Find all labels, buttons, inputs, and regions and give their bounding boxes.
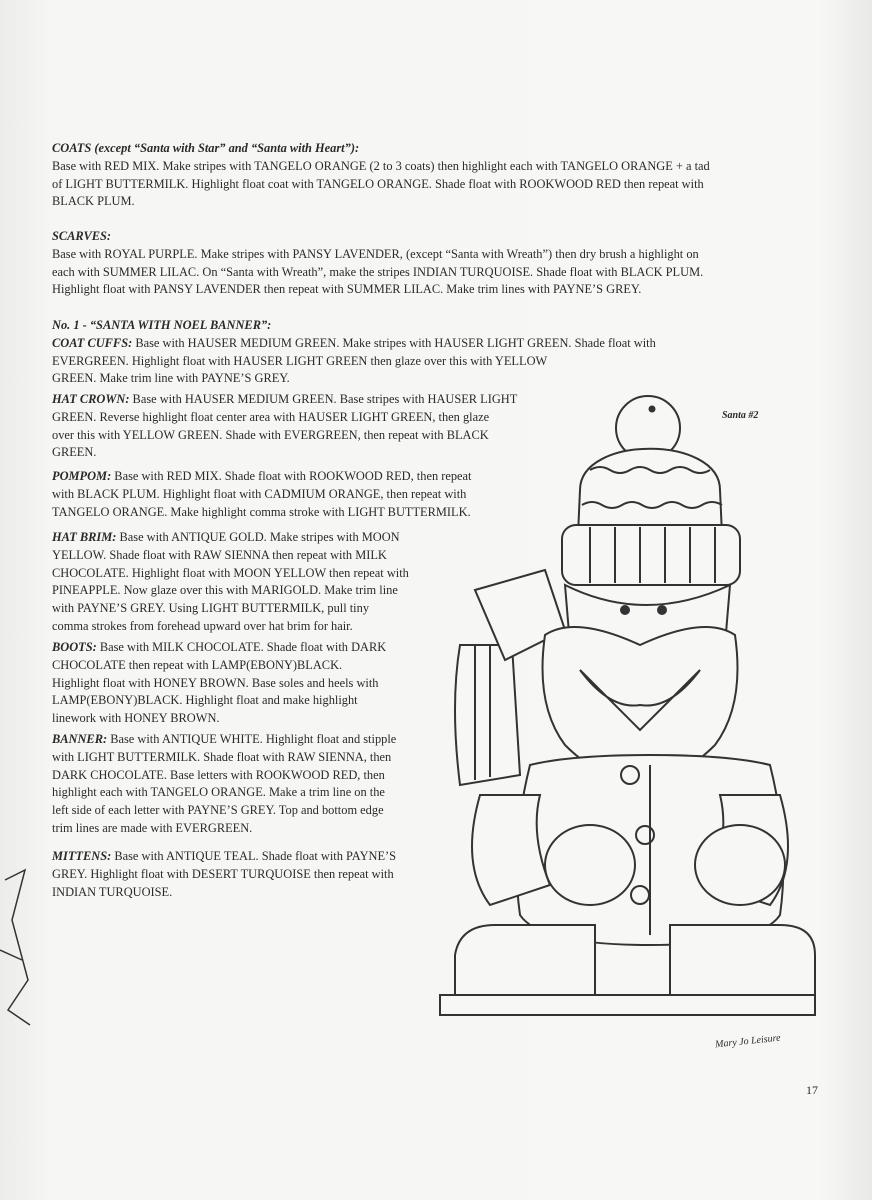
paragraph-label: COAT CUFFS: xyxy=(52,335,133,350)
page-number: 17 xyxy=(806,1083,818,1097)
instruction-section xyxy=(52,529,409,636)
line-text: with LIGHT BUTTERMILK. Shade float with RAW SIENNA, then xyxy=(52,749,392,764)
text-line xyxy=(52,353,656,371)
line-text: Base with HAUSER MEDIUM GREEN. Make stripes with HAUSER LIGHT GREEN. Shade float with xyxy=(132,335,656,350)
paragraph-label: POMPOM: xyxy=(52,469,112,483)
line-text: Base with ROYAL PURPLE. Make stripes with PANSY LAVENDER, (except “Santa with Wreath”) then dry brush a highlight on xyxy=(52,246,699,261)
line-text: Base with ANTIQUE WHITE. Highlight float and stipple xyxy=(107,732,397,746)
santa-line-drawing xyxy=(430,395,830,1055)
text-line xyxy=(52,582,409,600)
line-text: Highlight float with HONEY BROWN. Base soles and heels with xyxy=(52,675,379,690)
text-line xyxy=(52,529,409,547)
text-line xyxy=(52,370,656,388)
section-heading: No. 1 - “SANTA WITH NOEL BANNER”: xyxy=(52,318,272,332)
hat-crown xyxy=(578,449,722,535)
paragraph-label: HAT BRIM: xyxy=(52,530,117,544)
line-text: left side of each letter with PAYNE’S GREY. Top and bottom edge xyxy=(52,803,384,818)
line-text: comma strokes from forehead upward over hat brim for hair. xyxy=(52,618,353,633)
text-line xyxy=(52,158,710,176)
scarf-left xyxy=(455,645,520,785)
text-line xyxy=(52,281,703,299)
text-line xyxy=(52,692,386,710)
line-text: GREEN. Make trim line with PAYNE’S GREY. xyxy=(52,371,290,386)
line-text: Base with ANTIQUE GOLD. Make stripes with MOON xyxy=(116,530,400,544)
text-line xyxy=(52,710,386,728)
text-line xyxy=(52,547,409,565)
line-text: GREEN. xyxy=(52,445,97,460)
line-text: trim lines are made with EVERGREEN. xyxy=(52,820,253,835)
line-text: GREEN. Reverse highlight float center area with HAUSER LIGHT GREEN, then glaze xyxy=(52,409,490,424)
instruction-section xyxy=(52,731,396,838)
text-line xyxy=(52,600,409,618)
line-text: PINEAPPLE. Now glaze over this with MARIGOLD. Make trim line xyxy=(52,583,398,598)
line-text: linework with HONEY BROWN. xyxy=(52,711,220,726)
line-text: CHOCOLATE then repeat with LAMP(EBONY)BLACK. xyxy=(52,657,343,672)
text-line xyxy=(52,784,396,802)
line-text: Base with MILK CHOCOLATE. Shade float with DARK xyxy=(96,640,387,654)
text-line xyxy=(52,176,710,194)
text-line xyxy=(52,820,396,838)
text-line xyxy=(52,468,472,486)
line-text: with BLACK PLUM. Highlight float with CADMIUM ORANGE, then repeat with xyxy=(52,486,467,501)
text-line xyxy=(52,657,386,675)
text-line xyxy=(52,264,703,282)
instruction-section xyxy=(52,848,396,901)
section-heading: SCARVES: xyxy=(52,229,112,243)
line-text: CHOCOLATE. Highlight float with MOON YELLOW then repeat with xyxy=(52,565,409,580)
text-line xyxy=(52,246,703,264)
text-line xyxy=(52,749,396,767)
text-line xyxy=(52,335,656,353)
hat-brim xyxy=(562,525,740,585)
mitten-left xyxy=(545,825,635,905)
text-line xyxy=(52,884,396,902)
line-text: over this with YELLOW GREEN. Shade with EVERGREEN, then repeat with BLACK xyxy=(52,427,489,442)
text-line xyxy=(52,731,396,749)
instruction-section xyxy=(52,140,710,211)
instruction-section xyxy=(52,228,703,299)
instruction-section xyxy=(52,317,656,388)
line-text: LAMP(EBONY)BLACK. Highlight float and make highlight xyxy=(52,693,358,708)
paragraph-label: BOOTS: xyxy=(52,640,97,654)
text-line xyxy=(52,802,396,820)
line-text: Base with HAUSER MEDIUM GREEN. Base stripes with HAUSER LIGHT xyxy=(129,392,518,406)
line-text: Base with ANTIQUE TEAL. Shade float with PAYNE’S xyxy=(111,849,397,863)
text-line xyxy=(52,193,710,211)
line-text: EVERGREEN. Highlight float with HAUSER LIGHT GREEN then glaze over this with YELLOW xyxy=(52,353,548,368)
instruction-section xyxy=(52,639,386,728)
text-line xyxy=(52,639,386,657)
line-text: YELLOW. Shade float with RAW SIENNA then repeat with MILK xyxy=(52,547,387,562)
mitten-right xyxy=(695,825,785,905)
line-text: INDIAN TURQUOISE. xyxy=(52,884,173,899)
line-text: with PAYNE’S GREY. Using LIGHT BUTTERMILK, pull tiny xyxy=(52,601,370,616)
line-text: BLACK PLUM. xyxy=(52,194,135,209)
text-line xyxy=(52,486,472,504)
text-line xyxy=(52,565,409,583)
line-text: TANGELO ORANGE. Make highlight comma stroke with LIGHT BUTTERMILK. xyxy=(52,504,471,519)
artist-signature: Mary Jo Leisure xyxy=(714,1032,782,1051)
line-text: highlight each with TANGELO ORANGE. Make a trim line on the xyxy=(52,785,385,800)
line-text: Highlight float with PANSY LAVENDER then repeat with SUMMER LILAC. Make trim lines with PAYNE’S GREY. xyxy=(52,282,642,297)
text-line xyxy=(52,618,409,636)
line-text: Base with RED MIX. Shade float with ROOKWOOD RED, then repeat xyxy=(111,469,472,483)
line-text: each with SUMMER LILAC. On “Santa with Wreath”, make the stripes INDIAN TURQUOISE. Shade float with BLACK PLUM. xyxy=(52,264,704,279)
figure-label: Santa #2 xyxy=(722,410,759,421)
line-text: DARK CHOCOLATE. Base letters with ROOKWOOD RED, then xyxy=(52,767,385,782)
text-line xyxy=(52,675,386,693)
instruction-section xyxy=(52,468,472,521)
text-line xyxy=(52,767,396,785)
line-text: of LIGHT BUTTERMILK. Highlight float coat with TANGELO ORANGE. Shade float with ROOKWOOD RED then repeat with xyxy=(52,176,704,191)
text-line xyxy=(52,848,396,866)
pen-mark-scribble xyxy=(0,860,40,1040)
paragraph-label: MITTENS: xyxy=(52,849,112,863)
line-text: GREY. Highlight float with DESERT TURQUOISE then repeat with xyxy=(52,866,394,881)
text-line xyxy=(52,866,396,884)
paragraph-label: HAT CROWN: xyxy=(52,392,130,406)
section-heading: COATS (except “Santa with Star” and “Santa with Heart”): xyxy=(52,141,360,155)
text-line xyxy=(52,504,472,522)
paragraph-label: BANNER: xyxy=(52,732,108,746)
line-text: Base with RED MIX. Make stripes with TANGELO ORANGE (2 to 3 coats) then highlight each with TANGELO ORANGE + a tad xyxy=(52,158,710,173)
